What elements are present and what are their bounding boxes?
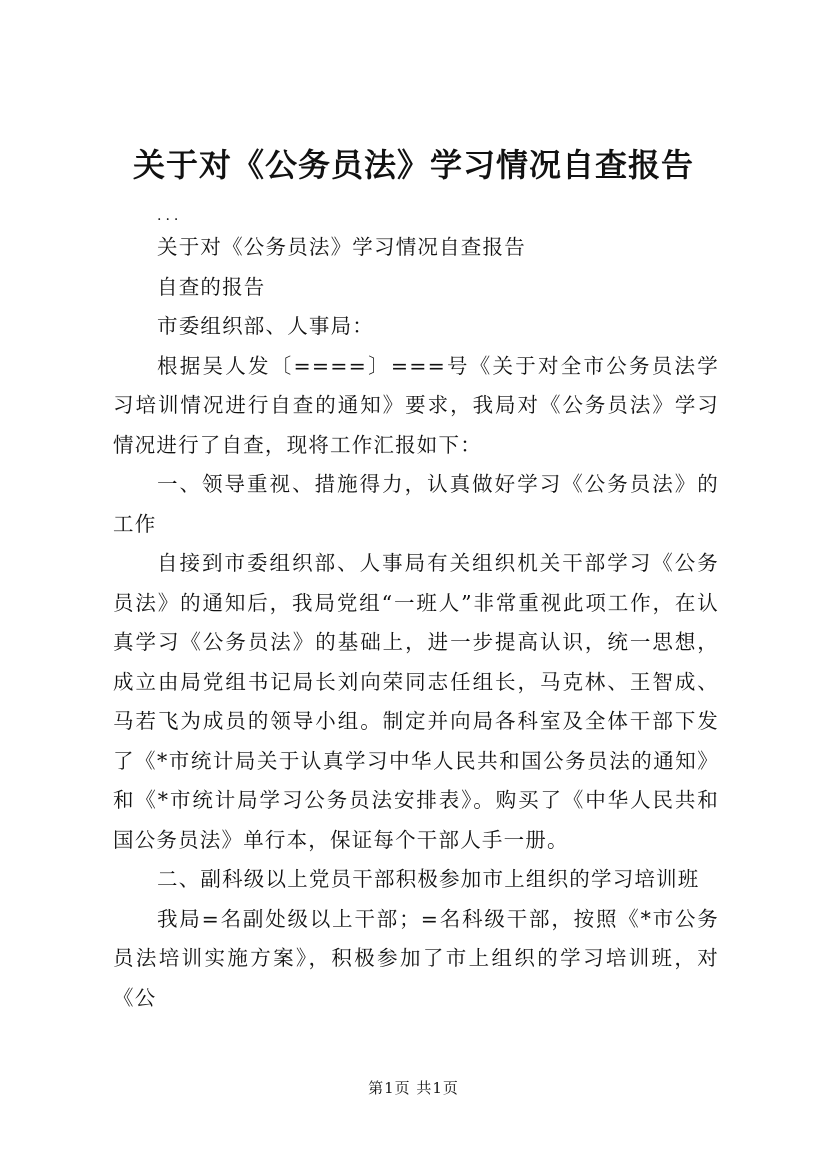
- document-body: [113, 205, 719, 1018]
- paragraph-section-1: 自接到市委组织部、人事局有关组织机关干部学习《公务员法》的通知后，我局党组“一班人”非常重视此项工作，在认真学习《公务员法》的基础上，进一步提高认识，统一思想，成立由局党组书记局长刘向荣同志任组长，马克林、王智成、马若飞为成员的领导小组。制定并向局各科室及全体干部下发了《*市统计局关于认真学习中华人民共和国公务员法的通知》和《*市统计局学习公务员法安排表》。购买了《中华人民共和国公务员法》单行本，保证每个干部人手一册。: [113, 551, 719, 852]
- paragraph-intro: 根据吴人发〔====〕===号《关于对全市公务员法学习培训情况进行自查的通知》要求，我局对《公务员法》学习情况进行了自查，现将工作汇报如下：: [113, 353, 719, 457]
- document-title: 关于对《公务员法》学习情况自查报告: [132, 146, 694, 184]
- ellipsis-marker: ...: [157, 208, 183, 224]
- paragraph-section-2: 我局=名副处级以上干部；=名科级干部，按照《*市公务员法培训实施方案》，积极参加了市上组织的学习培训班，对《公: [113, 906, 719, 1010]
- section-heading-1: 一、领导重视、措施得力，认真做好学习《公务员法》的工作: [113, 472, 719, 536]
- paragraph-report-label: 自查的报告: [157, 274, 266, 299]
- page-footer: 第1页 共1页: [368, 1079, 459, 1097]
- paragraph-subtitle: 关于对《公务员法》学习情况自查报告: [157, 235, 526, 259]
- paragraph-addressee: 市委组织部、人事局：: [157, 314, 374, 338]
- section-heading-2: 二、副科级以上党员干部积极参加市上组织的学习培训班: [157, 867, 700, 891]
